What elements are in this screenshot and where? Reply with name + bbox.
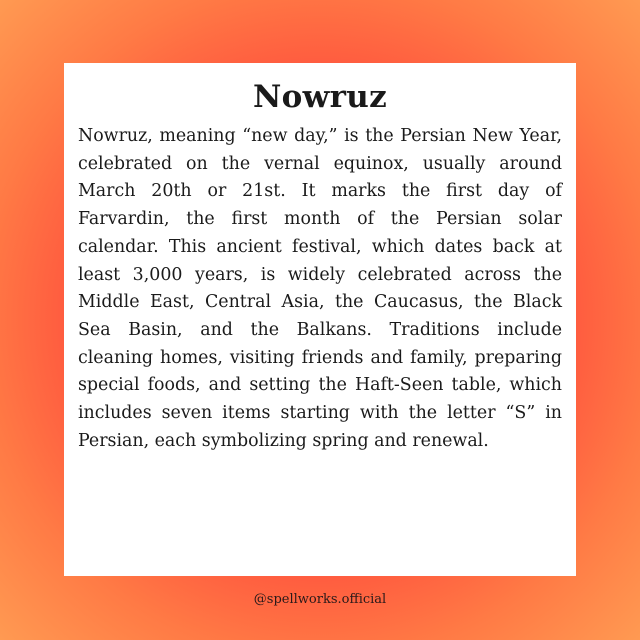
card-title: Nowruz <box>253 79 387 115</box>
social-handle: @spellworks.official <box>253 592 387 607</box>
content-card <box>64 63 576 576</box>
card-body-text: Nowruz, meaning “new day,” is the Persian New Year, celebrated on the vernal equinox, usually around March 20th or 21st. It marks the first day of Farvardin, the first month of the Persian solar calendar. This ancient festival, which dates back at least 3,000 years, is widely celebrated across the Middle East, Central Asia, the Caucasus, the Black Sea Basin, and the Balkans. Traditions include cleaning homes, visiting friends and family, preparing special foods, and setting the Haft-Seen table, which includes seven items starting with the letter “S” in Persian, each symbolizing spring and renewal. <box>78 126 562 451</box>
